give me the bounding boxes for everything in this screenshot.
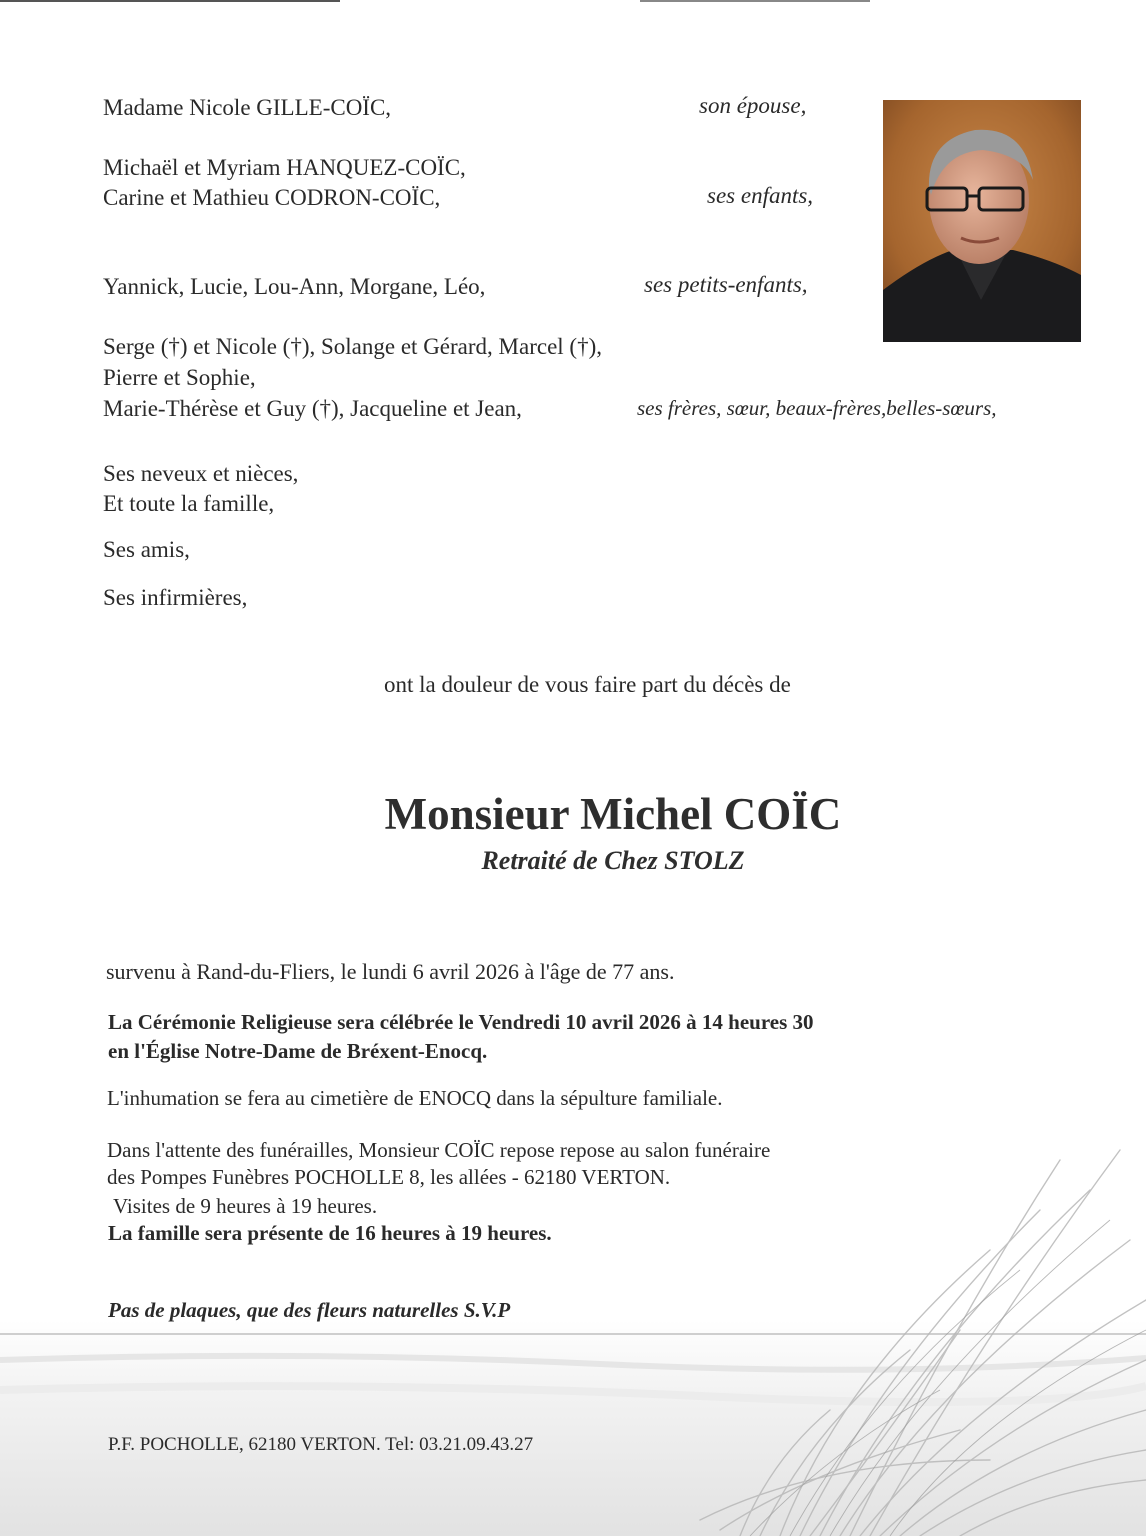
siblings-role: ses frères, sœur, beaux-frères,belles-sœurs,	[637, 396, 997, 420]
children-role: ses enfants,	[707, 183, 814, 208]
siblings-line-1: Serge (†) et Nicole (†), Solange et Gérard, Marcel (†),	[103, 334, 602, 359]
siblings-line-2: Pierre et Sophie,	[103, 365, 256, 390]
ceremony-line-2: en l'Église Notre-Dame de Bréxent-Enocq.	[108, 1039, 488, 1063]
family-presence: La famille sera présente de 16 heures à 19 heures.	[108, 1221, 552, 1245]
death-notice: survenu à Rand-du-Fliers, le lundi 6 avril 2026 à l'âge de 77 ans.	[106, 959, 675, 984]
grandchildren: Yannick, Lucie, Lou-Ann, Morgane, Léo,	[103, 274, 486, 299]
visit-hours: Visites de 9 heures à 19 heures.	[113, 1194, 378, 1218]
deceased-subtitle: Retraité de Chez STOLZ	[481, 846, 745, 875]
rest-line-2: des Pompes Funèbres POCHOLLE 8, les allées - 62180 VERTON.	[107, 1165, 671, 1189]
funeral-home-footer: P.F. POCHOLLE, 62180 VERTON. Tel: 03.21.09.43.27	[108, 1434, 534, 1455]
ceremony-line-1: La Cérémonie Religieuse sera célébrée le Vendredi 10 avril 2026 à 14 heures 30	[108, 1010, 814, 1034]
top-border	[0, 0, 1146, 2]
whole-family: Et toute la famille,	[103, 491, 275, 516]
grandchildren-role: ses petits-enfants,	[644, 272, 808, 297]
children-line-2: Carine et Mathieu CODRON-COÏC,	[103, 185, 441, 210]
deceased-portrait-photo	[883, 100, 1081, 342]
burial-info: L'inhumation se fera au cimetière de ENOCQ dans la sépulture familiale.	[107, 1086, 723, 1110]
flowers-note: Pas de plaques, que des fleurs naturelles S.V.P	[108, 1298, 511, 1322]
dune-grass-decoration	[660, 1130, 1146, 1536]
spouse-role: son épouse,	[699, 93, 807, 118]
nurses: Ses infirmières,	[103, 585, 248, 610]
rest-line-1: Dans l'attente des funérailles, Monsieur COÏC repose repose au salon funéraire	[107, 1138, 771, 1162]
deceased-name: Monsieur Michel COÏC	[384, 789, 842, 839]
spouse-name: Madame Nicole GILLE-COÏC,	[103, 95, 392, 120]
nephews-nieces: Ses neveux et nièces,	[103, 461, 299, 486]
children-line-1: Michaël et Myriam HANQUEZ-COÏC,	[103, 155, 466, 180]
siblings-line-3: Marie-Thérèse et Guy (†), Jacqueline et Jean,	[103, 396, 522, 421]
friends: Ses amis,	[103, 537, 190, 562]
announcement: ont la douleur de vous faire part du décès de	[384, 672, 791, 697]
